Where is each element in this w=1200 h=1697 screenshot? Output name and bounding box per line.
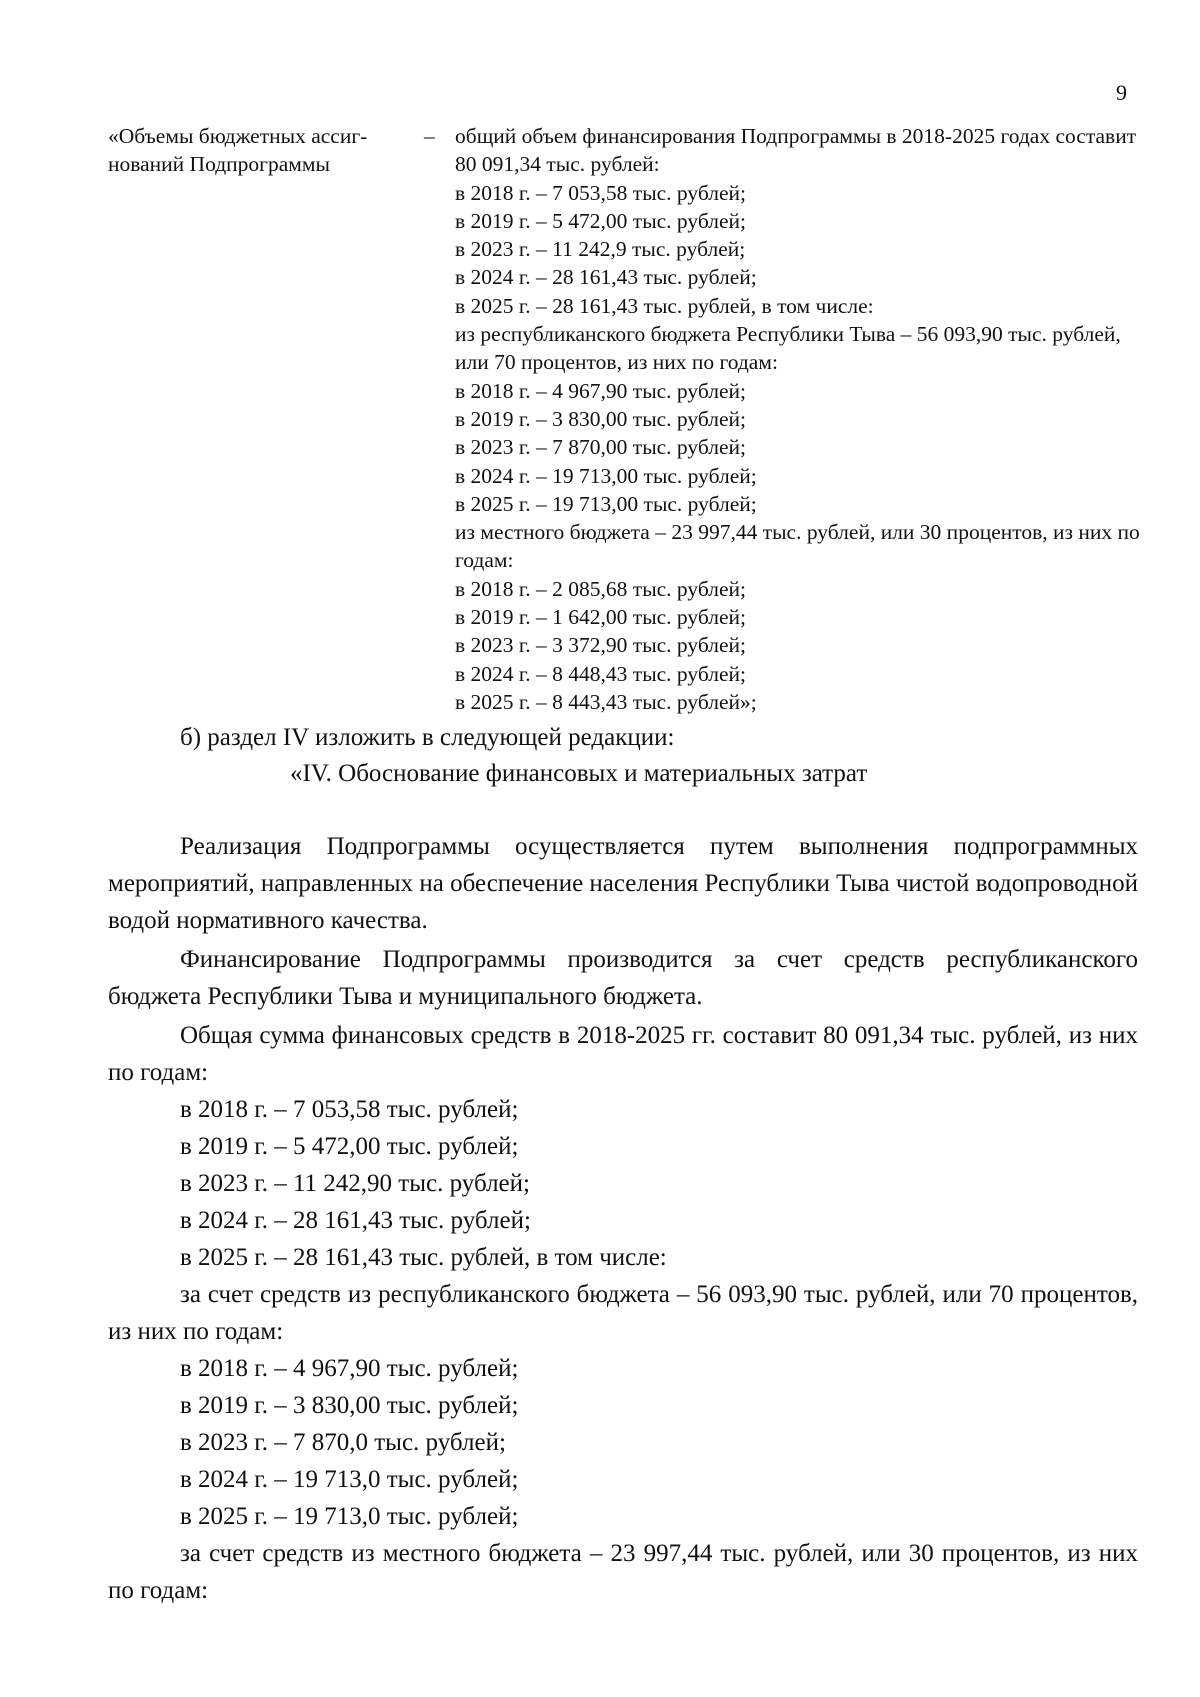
passport-line: в 2024 г. – 28 161,43 тыс. рублей;: [455, 265, 757, 290]
year-amount-item: в 2023 г. – 11 242,90 тыс. рублей;: [180, 1170, 530, 1197]
year-amount-item: в 2018 г. – 7 053,58 тыс. рублей;: [180, 1096, 519, 1123]
passport-line: в 2023 г. – 11 242,9 тыс. рублей;: [455, 237, 746, 262]
passport-line: в 2024 г. – 19 713,00 тыс. рублей;: [455, 463, 757, 488]
paragraph: Реализация Подпрограммы осуществляется путем выполнения подпрограммных мероприятий, направленных на обеспечение населения Республики Тыва чистой водопроводной водой нормативного качества.: [108, 833, 1138, 934]
year-amount-item: в 2018 г. – 4 967,90 тыс. рублей;: [180, 1355, 519, 1382]
passport-values: [455, 122, 1145, 716]
paragraph: Финансирование Подпрограммы производится за счет средств республиканского бюджета Республики Тыва и муниципального бюджета.: [108, 946, 1138, 1010]
paragraph: за счет средств из республиканского бюджета – 56 093,90 тыс. рублей, или 70 процентов, из них по годам:: [108, 1281, 1138, 1345]
year-amount-item: в 2019 г. – 3 830,00 тыс. рублей;: [180, 1392, 519, 1419]
year-amount-item: в 2019 г. – 5 472,00 тыс. рублей;: [180, 1133, 519, 1160]
page-number: 9: [1116, 80, 1127, 105]
passport-line: в 2023 г. – 3 372,90 тыс. рублей;: [455, 633, 747, 658]
section-body: [108, 828, 1138, 1609]
passport-line: в 2018 г. – 2 085,68 тыс. рублей;: [455, 576, 747, 601]
year-amount-item: в 2025 г. – 19 713,0 тыс. рублей;: [180, 1503, 519, 1530]
passport-line: в 2019 г. – 1 642,00 тыс. рублей;: [455, 605, 747, 630]
passport-line: из республиканского бюджета Республики Тыва – 56 093,90 тыс. рублей, или 70 процентов, из них по годам:: [455, 322, 1121, 375]
passport-dash: –: [424, 124, 435, 148]
passport-label: «Объемы бюджетных ассиг-нований Подпрограммы: [108, 124, 368, 177]
passport-line: в 2019 г. – 5 472,00 тыс. рублей;: [455, 208, 747, 233]
passport-line: в 2019 г. – 3 830,00 тыс. рублей;: [455, 406, 747, 431]
section-title: «IV. Обоснование финансовых и материальных затрат: [290, 760, 868, 787]
year-amount-item: в 2023 г. – 7 870,0 тыс. рублей;: [180, 1429, 506, 1456]
passport-line: в 2018 г. – 7 053,58 тыс. рублей;: [455, 180, 747, 205]
amendment-line: б) раздел IV изложить в следующей редакции:: [180, 724, 675, 751]
year-amount-item: в 2024 г. – 28 161,43 тыс. рублей;: [180, 1207, 531, 1234]
paragraph: Общая сумма финансовых средств в 2018-2025 гг. составит 80 091,34 тыс. рублей, из них по годам:: [108, 1022, 1138, 1086]
passport-line: общий объем финансирования Подпрограммы в 2018-2025 годах составит 80 091,34 тыс. рублей:: [455, 124, 1137, 177]
passport-line: в 2018 г. – 4 967,90 тыс. рублей;: [455, 378, 747, 403]
year-amount-item: в 2025 г. – 28 161,43 тыс. рублей, в том числе:: [180, 1244, 667, 1271]
paragraph: за счет средств из местного бюджета – 23 997,44 тыс. рублей, или 30 процентов, из них по годам:: [108, 1540, 1138, 1604]
passport-line: в 2023 г. – 7 870,00 тыс. рублей;: [455, 435, 747, 460]
passport-line: в 2024 г. – 8 448,43 тыс. рублей;: [455, 661, 747, 686]
passport-line: в 2025 г. – 19 713,00 тыс. рублей;: [455, 491, 757, 516]
passport-line: в 2025 г. – 8 443,43 тыс. рублей»;: [455, 689, 757, 714]
passport-line: в 2025 г. – 28 161,43 тыс. рублей, в том числе:: [455, 293, 874, 318]
passport-line: из местного бюджета – 23 997,44 тыс. рублей, или 30 процентов, из них по годам:: [455, 520, 1140, 573]
year-amount-item: в 2024 г. – 19 713,0 тыс. рублей;: [180, 1466, 519, 1493]
